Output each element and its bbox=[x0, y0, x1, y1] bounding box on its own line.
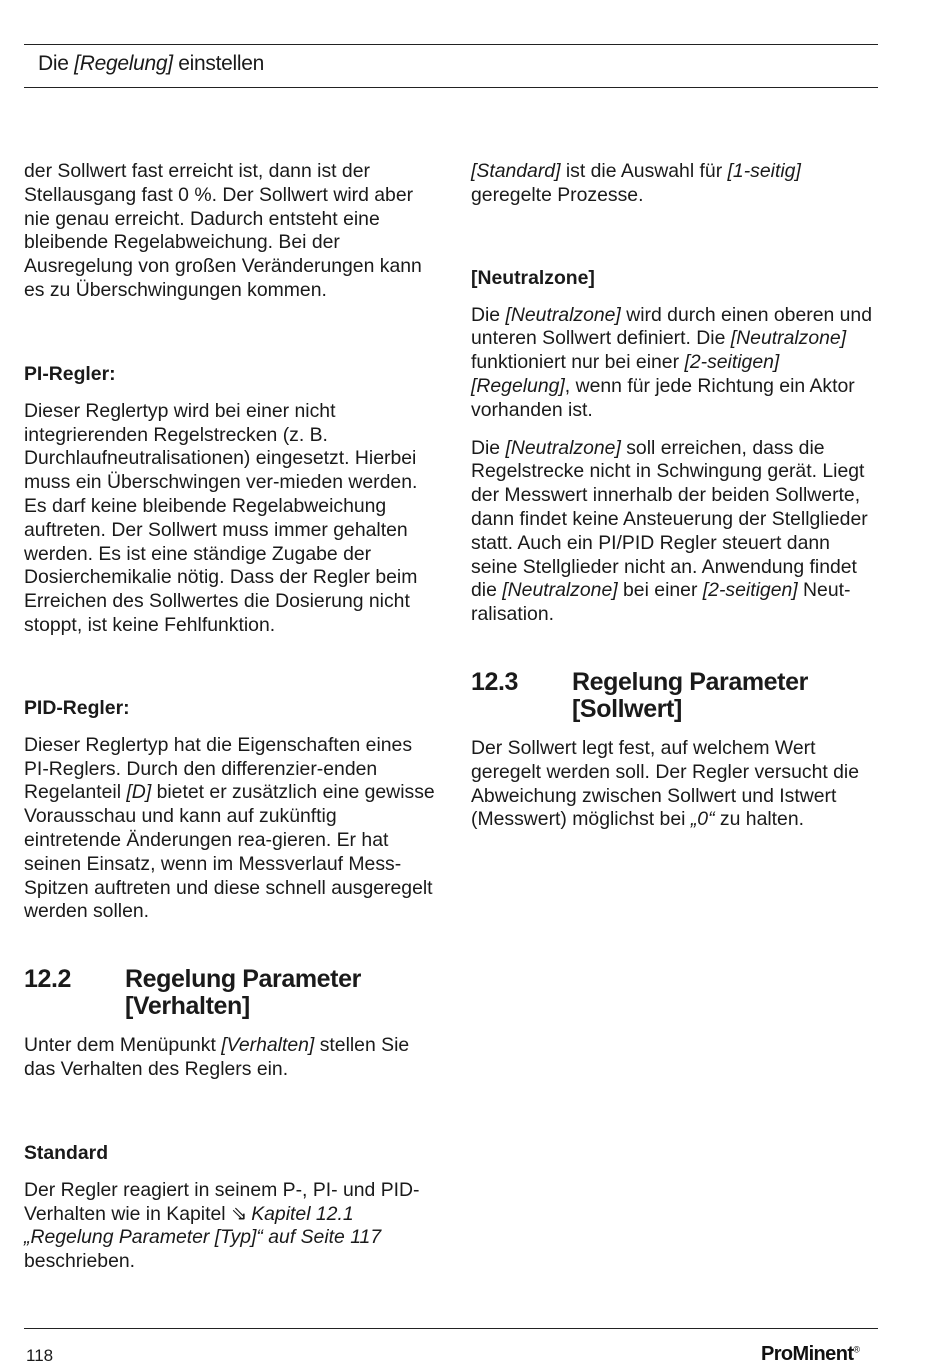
neutralzone-heading: [Neutralzone] bbox=[471, 266, 595, 289]
pid-regler-text: Dieser Reglertyp hat die Eigenschaften eines PI-Reglers. Durch den differenzier-enden Regelanteil [D] bietet er zusätzlich eine gewisse Vorausschau und kann auf zukünftig eintretende Änderungen rea-gieren. Er hat seinen Einsatz, wenn im Messverlauf Mess-Spitzen auftreten und diese schnell ausgeregelt werden sollen. bbox=[24, 733, 435, 923]
neutralzone-text-2: Die [Neutralzone] soll erreichen, dass die Regelstrecke nicht in Schwingung gerät. Liegt der Messwert innerhalb der beiden Sollwerte, dann findet keine Ansteuerung der Stellglieder statt. Auch ein PI/PID Regler steuert dann seine Stellglieder nicht an. Anwendung findet die [Neutralzone] bei einer [2-seitigen] Neut-ralisation. bbox=[471, 436, 868, 626]
pi-regler-heading: PI-Regler: bbox=[24, 362, 116, 385]
pid-regler-heading: PID-Regler: bbox=[24, 696, 130, 719]
neutralzone-text-1: Die [Neutralzone] wird durch einen oberen und unteren Sollwert definiert. Die [Neutralzone] funktioniert nur bei einer [2-seitigen] [Regelung], wenn für jede Richtung ein Aktor vorhanden ist. bbox=[471, 303, 873, 421]
header-top-rule bbox=[24, 44, 878, 45]
header-bottom-rule bbox=[24, 87, 878, 88]
prominent-logo: ProMinent® bbox=[761, 1343, 860, 1365]
page-number: 118 bbox=[26, 1346, 54, 1365]
footer-rule bbox=[24, 1328, 878, 1329]
page-header-title: Die [Regelung] einstellen bbox=[38, 52, 265, 75]
section-12-2-text: Unter dem Menüpunkt [Verhalten] stellen Sie das Verhalten des Reglers ein. bbox=[24, 1034, 410, 1080]
standard-heading: Standard bbox=[24, 1141, 109, 1164]
arrow-link-icon: ⇘ bbox=[230, 1202, 248, 1225]
left-column bbox=[24, 160, 436, 1274]
chapter-reference-link[interactable]: Kapitel 12.1 „Regelung Parameter [Typ]“ auf Seite 117 bbox=[24, 1202, 382, 1249]
paragraph-standard-selection: [Standard] ist die Auswahl für [1-seitig] geregelte Prozesse. bbox=[471, 160, 801, 206]
pi-regler-text: Dieser Reglertyp wird bei einer nicht integrierenden Regelstrecken (z. B. Durchlaufneutralisationen) eingesetzt. Hierbei muss ein Überschwingen ver-mieden werden. Es darf keine bleibende Regelabweichung auftreten. Der Sollwert muss immer gehalten werden. Es ist eine ständige Zugabe der Dosierchemikalie nötig. Dass der Regler beim Erreichen des Sollwertes die Dosierung nicht stoppt, ist keine Fehlfunktion. bbox=[24, 399, 418, 636]
paragraph-intro: der Sollwert fast erreicht ist, dann ist der Stellausgang fast 0 %. Der Sollwert wird aber nie genau erreicht. Dadurch entsteht eine bleibende Regelabweichung. Bei der Ausregelung von großen Veränderungen kann es zu Überschwingungen kommen. bbox=[24, 160, 422, 301]
section-12-2-heading: 12.2 Regelung Parameter [Verhalten] bbox=[24, 965, 361, 1021]
section-12-3-heading: 12.3 Regelung Parameter [Sollwert] bbox=[471, 667, 808, 723]
section-12-3-text: Der Sollwert legt fest, auf welchem Wert geregelt werden soll. Der Regler versucht die Abweichung zwischen Sollwert und Istwert (Messwert) möglichst bei „0“ zu halten. bbox=[471, 736, 860, 831]
right-column bbox=[471, 160, 881, 832]
standard-text: Der Regler reagiert in seinem P-, PI- und PID-Verhalten wie in Kapitel ⇘ Kapitel 12.1 „Regelung Parameter [Typ]“ auf Seite 117 beschrieben. bbox=[24, 1178, 420, 1273]
